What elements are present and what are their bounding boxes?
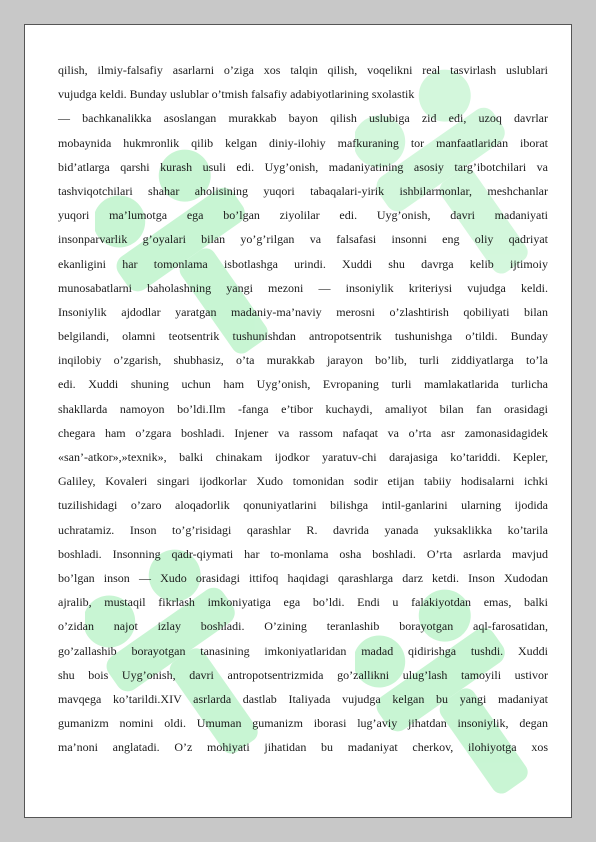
text-line: yuqori ma’lumotga ega bo’lgan ziyolilar edi. Uyg’onish, davri madaniyati: [58, 208, 548, 223]
text-line: qilish, ilmiy-falsafiy asarlarni o’ziga xos talqin qilish, voqelikni real tasvirlash uslublari: [58, 63, 548, 77]
text-line: boshladi. Insonning qadr-qiymati har to-monlama osha boshladi. O’rta asrlarda mavjud: [58, 546, 548, 561]
text-line: ajralib, mustaqil fikrlash imkoniyatiga ega bo’ldi. Endi u falakiyotdan emas, balki: [58, 595, 548, 610]
text-line: tashviqotchilari shahar aholisining yuqori tabaqalari-yirik ishbilarmonlar, meshchanlar: [58, 183, 548, 198]
text-line: gumanizm nomini oldi. Umuman gumanizm iborasi lug’aviy jihatdan insoniylik, degan: [58, 716, 548, 731]
text-line: shakllarda namoyon bo’ldi.Ilm -fanga e’tibor kuchaydi, amaliyot bilan fan orasidagi: [58, 401, 548, 416]
text-line: insonparvarlik g’oyalari bilan yo’g’rilgan va falsafasi insonni eng oliy qadriyat: [58, 232, 548, 247]
text-line: ekanligini har tomonlama isbotlashga urindi. Xuddi shu davrga kelib ijtimoiy: [58, 256, 548, 271]
text-line: go’zallashib borayotgan tanasining imkoniyatlaridan madad qidirishga tushdi. Xuddi: [58, 643, 548, 658]
text-line: o’zidan najot izlay boshladi. O’zining teranlashib borayotgan aql-farosatidan,: [58, 619, 548, 634]
text-line: Insoniylik ajdodlar yaratgan madaniy-ma’naviy merosni o’zlashtirish qobiliyati bilan: [58, 304, 548, 319]
text-line: mavqega ko’tarildi.XIV asrlarda dastlab Italiyada vujudga kelgan bu yangi madaniyat: [58, 691, 548, 706]
text-line: mobaynida hukmronlik qilib kelgan diniy-ilohiy mafkuraning tor manfaatlaridan iborat: [58, 135, 548, 150]
document-page: [24, 24, 572, 818]
text-line: bid’atlarga qarshi kurash usuli edi. Uyg’onish, madaniyatining asosiy targ’ibotchilari va: [58, 159, 548, 174]
text-line: belgilandi, olamni teotsentrik tushunishdan antropotsentrik tushunishga o’tildi. Bunday: [58, 329, 548, 344]
text-line: vujudga keldi. Bunday uslublar o’tmish falsafiy adabiyotlarining sxolastik: [58, 87, 415, 102]
body-text: [58, 58, 548, 759]
text-line: bo’lgan inson — Xudo orasidagi ittifoq haqidagi qarashlarga darz ketdi. Inson Xudodan: [58, 570, 548, 585]
text-line: «san’-atkor»,»texnik», balki chinakam ijodkor yaratuv-chi darajasiga ko’tariddi. Kepler,: [58, 450, 548, 464]
text-line: chegara ham o’zgara boshladi. Injener va rassom nafaqat va o’rta asr zamonasidagidek: [58, 425, 548, 440]
text-line: tuzilishidagi o’zaro aloqadorlik qonuniyatlarini bilishga intil-ganlarini ularning ijodida: [58, 498, 548, 513]
text-line: munosabatlarni baholashning yangi mezoni — insoniylik kriteriysi vujudga keldi.: [58, 280, 548, 295]
text-line: edi. Xuddi shuning uchun ham Uyg’onish, Evropaning turli mamlakatlarida turlicha: [58, 377, 548, 392]
text-line: inqilobiy o’zgarish, shubhasiz, o’ta murakkab jarayon bo’lib, turli ziddiyatlarga to’la: [58, 353, 548, 368]
text-line: Galiley, Kovaleri singari ijodkorlar Xudo tomonidan sodir etijan tabiiy hodisalarni ichki: [58, 474, 548, 489]
text-line: ma’noni anglatadi. O’z mohiyati jihatidan bu madaniyat cherkov, ilohiyotga xos: [58, 740, 548, 755]
text-line: — bachkanalikka asoslangan murakkab bayon qilish uslubiga zid edi, uzoq davrlar: [58, 111, 548, 126]
text-line: uchratamiz. Inson to’g’risidagi qarashlar R. davrida yanada yuksaklikka ko’tarila: [58, 522, 548, 537]
text-line: shu bois Uyg’onish, davri antropotsentrizmida go’zallikni ulug’lash tamoyili ustivor: [58, 667, 548, 682]
